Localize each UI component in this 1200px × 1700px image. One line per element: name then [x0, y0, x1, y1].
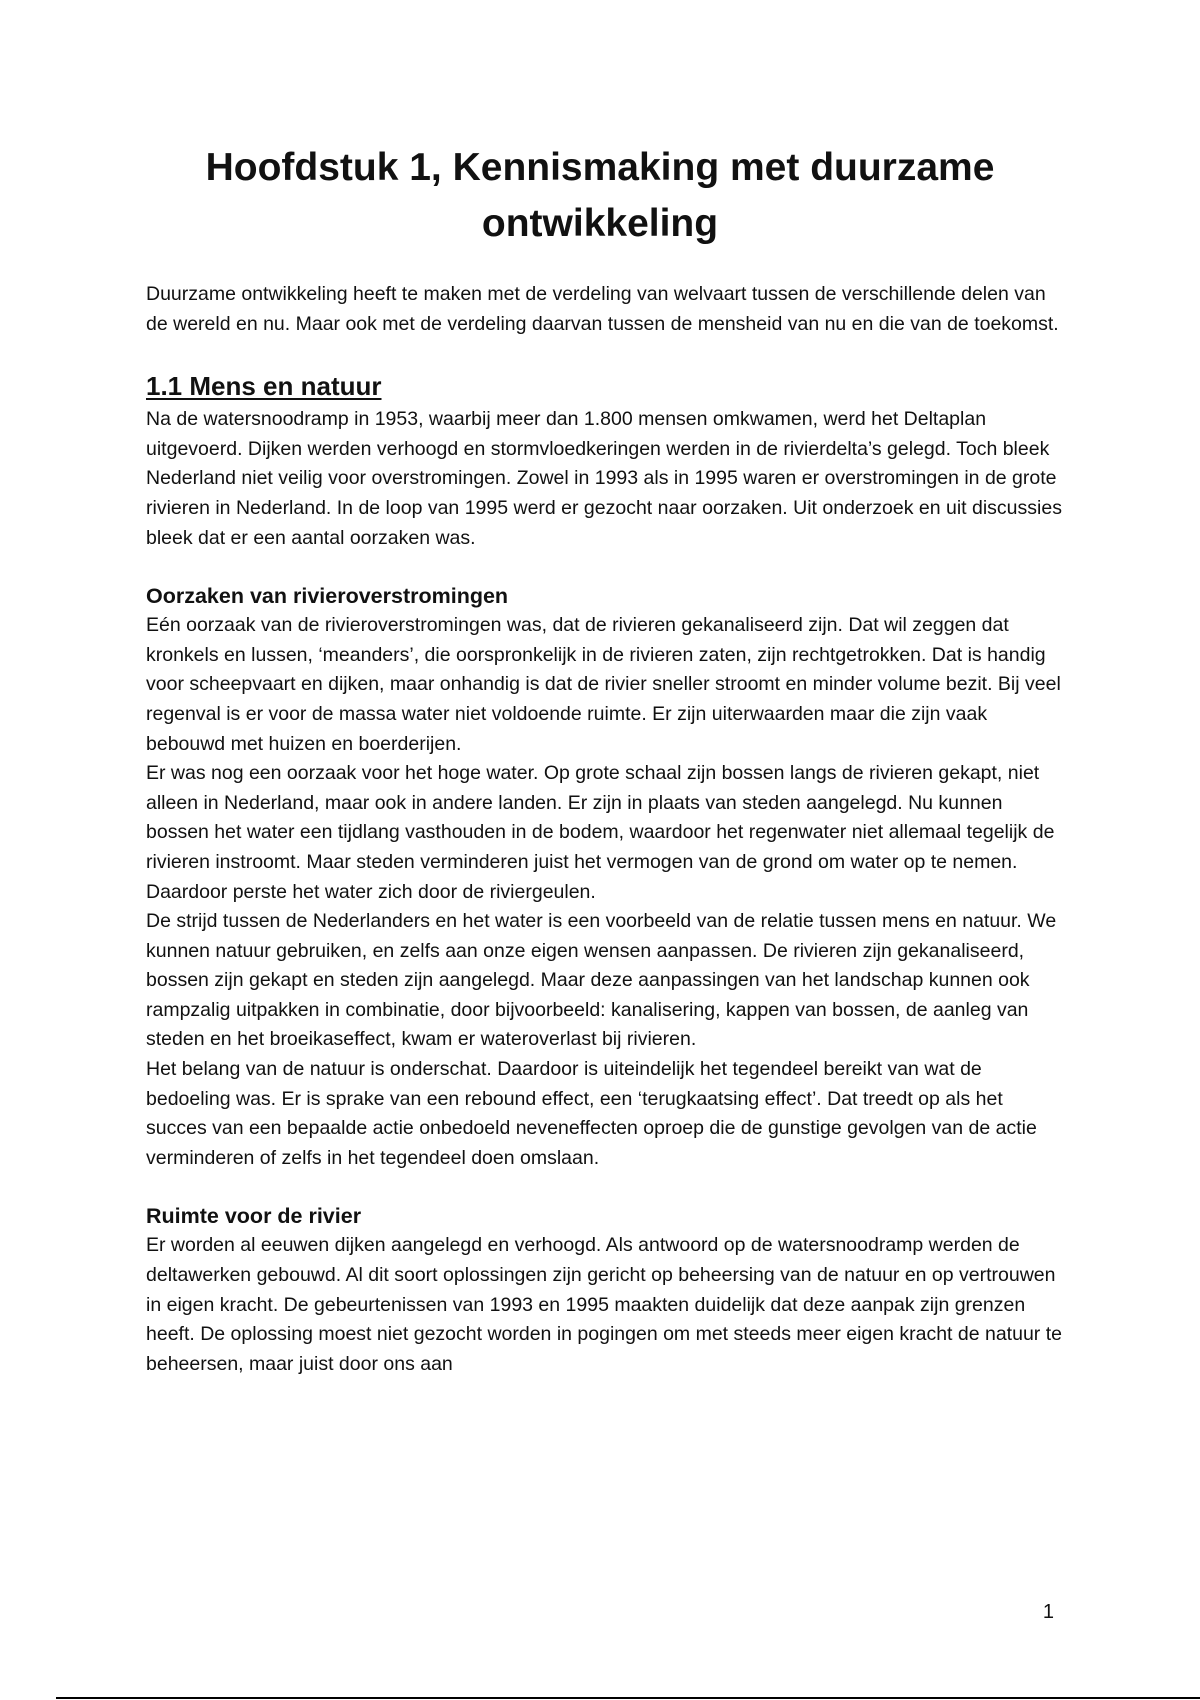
causes-paragraph-3: De strijd tussen de Nederlanders en het water is een voorbeeld van de relatie tussen mens en natuur. We kunnen natuur gebruiken, en zelfs aan onze eigen wensen aanpassen. De rivieren zijn gekanaliseerd, bossen zijn gekapt en steden zijn aangelegd. Maar deze aanpassingen van het landschap kunnen ook rampzalig uitpakken in combinatie, door bijvoorbeeld: kanalisering, kappen van bossen, de aanleg van steden en het broeikaseffect, kwam er wateroverlast bij rivieren. [146, 910, 1057, 1051]
causes-paragraph-4: Het belang van de natuur is onderschat. Daardoor is uiteindelijk het tegendeel bereikt van wat de bedoeling was. Er is sprake van een rebound effect, een ‘terugkaatsing effect’. Dat treedt op als het succes van een bepaalde actie onbedoeld neveneffecten oproep die de gunstige gevolgen van de actie verminderen of zelfs in het tegendeel doen omslaan. [146, 1058, 1037, 1169]
subheading-ruimte-voor-de-rivier: Ruimte voor de rivier [146, 1204, 362, 1229]
section-paragraph: Na de watersnoodramp in 1953, waarbij meer dan 1.800 mensen omkwamen, werd het Deltaplan uitgevoerd. Dijken werden verhoogd en stormvloedkeringen werden in de rivierdelta’s gelegd. Toch bleek Nederland niet veilig voor overstromingen. Zowel in 1993 als in 1995 waren er overstromingen in de grote rivieren in Nederland. In de loop van 1995 werd er gezocht naar oorzaken. Uit onderzoek en uit discussies bleek dat er een aantal oorzaken was. [146, 408, 1062, 549]
causes-paragraph-1: Eén oorzaak van de rivieroverstromingen was, dat de rivieren gekanaliseerd zijn. Dat wil zeggen dat kronkels en lussen, ‘meanders’, die oorspronkelijk in de rivieren zaten, zijn rechtgetrokken. Dat is handig voor scheepvaart en dijken, maar onhandig is dat de rivier sneller stroomt en minder volume bezit. Bij veel regenval is er voor de massa water niet voldoende ruimte. Er zijn uiterwaarden maar die zijn vaak bebouwd met huizen en boerderijen. [146, 614, 1061, 755]
page-number: 1 [1042, 1601, 1054, 1623]
causes-paragraph-2: Er was nog een oorzaak voor het hoge water. Op grote schaal zijn bossen langs de rivieren gekapt, niet alleen in Nederland, maar ook in andere landen. Er zijn in plaats van steden aangelegd. Nu kunnen bossen het water een tijdlang vasthouden in de bodem, waardoor het regenwater niet allemaal tegelijk de rivieren instroomt. Maar steden verminderen juist het vermogen van de grond om water op te nemen. Daardoor perste het water zich door de riviergeulen. [146, 762, 1055, 903]
intro-paragraph: Duurzame ontwikkeling heeft te maken met de verdeling van welvaart tussen de verschillende delen van de wereld en nu. Maar ook met de verdeling daarvan tussen de mensheid van nu en die van de toekomst. [146, 283, 1059, 335]
section-heading-mens-en-natuur: 1.1 Mens en natuur [146, 371, 382, 402]
footer-divider [56, 1697, 1200, 1699]
page-title: Hoofdstuk 1, Kennismaking met duurzame ontwikkeling [205, 146, 995, 245]
subheading-oorzaken: Oorzaken van rivieroverstromingen [146, 584, 509, 609]
page-content [146, 280, 1066, 1379]
room-paragraph: Er worden al eeuwen dijken aangelegd en verhoogd. Als antwoord op de watersnoodramp werden de deltawerken gebouwd. Al dit soort oplossingen zijn gericht op beheersing van de natuur en op vertrouwen in eigen kracht. De gebeurtenissen van 1993 en 1995 maakten duidelijk dat deze aanpak zijn grenzen heeft. De oplossing moest niet gezocht worden in pogingen om met steeds meer eigen kracht de natuur te beheersen, maar juist door ons aan [146, 1234, 1062, 1375]
